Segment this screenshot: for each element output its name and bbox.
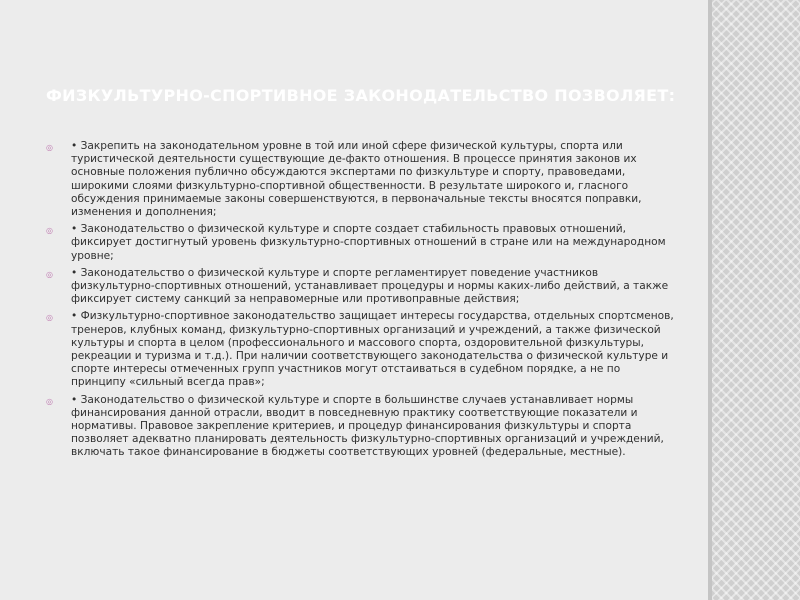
list-item-text: • Законодательство о физической культуре и спорте регламентирует поведение участников физкультурно-спортивных отношений, устанавливает процедуры и нормы каких-либо действий, а также фиксирует систему санкций за неправомерные или противоправные действия; — [71, 266, 669, 306]
decorative-side-band — [712, 0, 800, 600]
bullet-list — [46, 140, 678, 464]
bullet-ring-icon: ◎ — [46, 143, 53, 152]
list-item-text: • Физкультурно-спортивное законодательство защищает интересы государства, отдельных спортсменов, тренеров, клубных команд, физкультурно-спортивных организаций и учреждений, а также физической культуры и спорта в целом (профессионального и массового спорта, оздоровительной физкультуры, рекреации и туризма и т.д.). При наличии соответствующего законодательства о физической культуре и спорте интересы отмеченных групп участников могут отстаиваться в судебном порядке, а не по принципу «сильный всегда прав»; — [71, 310, 674, 389]
slide-title: ФИЗКУЛЬТУРНО-СПОРТИВНОЕ ЗАКОНОДАТЕЛЬСТВО ПОЗВОЛЯЕТ: — [46, 86, 676, 105]
bullet-ring-icon: ◎ — [46, 313, 53, 323]
list-item — [46, 223, 678, 263]
list-item — [46, 394, 678, 460]
bullet-ring-icon: ◎ — [46, 396, 53, 406]
list-item-text: • Законодательство о физической культуре и спорте в большинстве случаев устанавливает нормы финансирования данной отрасли, вводит в повседневную практику соответствующие показатели и нормативы. Правовое закрепление критериев, и процедур финансирования физкультуры и спорта позволяет адекватно планировать деятельность физкультурно-спортивных организаций и учреждений, включать такое финансирование в бюджеты соответствующих уровней (федеральные, местные). — [71, 393, 664, 459]
list-item-text: • Закрепить на законодательном уровне в той или иной сфере физической культуры, спорта или туристической деятельности существующие де-факто отношения. В процессе принятия законов их основные положения публично обсуждаются экспертами по физкультуре и спорту, правоведами, широкими слоями физкультурно-спортивной общественности. В результате широкого и, гласного обсуждения принимаемые законы совершенствуются, в первоначальные тексты вносятся поправки, изменения и дополнения; — [71, 140, 642, 219]
list-item-text: • Законодательство о физической культуре и спорте создает стабильность правовых отношений, фиксирует достигнутый уровень физкультурно-спортивных отношений в стране или на международном уровне; — [71, 223, 666, 262]
list-item — [46, 267, 678, 307]
bullet-ring-icon: ◎ — [46, 226, 53, 236]
bullet-ring-icon: ◎ — [46, 269, 53, 279]
list-item — [46, 140, 678, 219]
list-item — [46, 310, 678, 389]
